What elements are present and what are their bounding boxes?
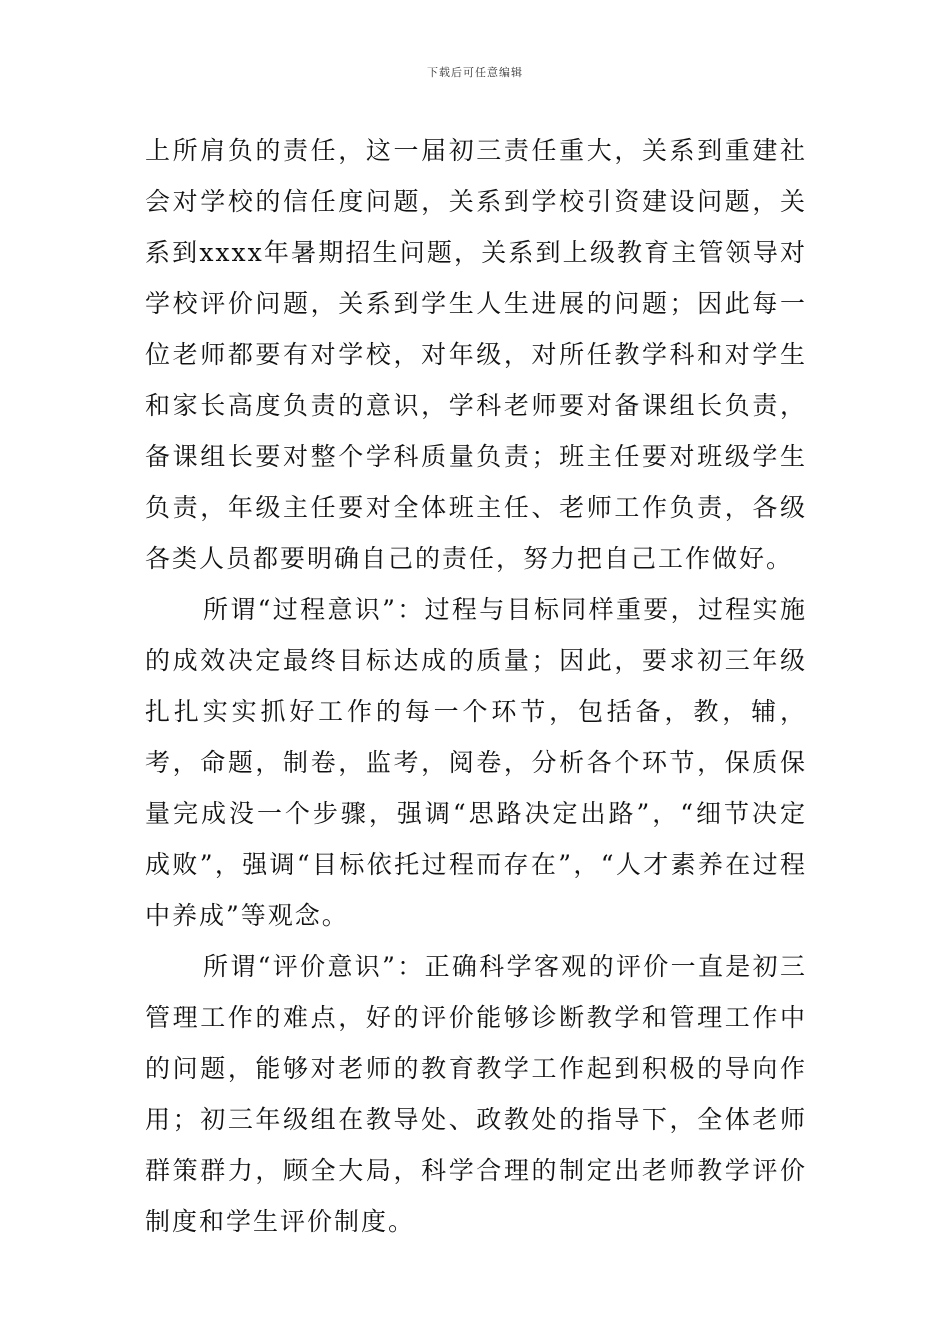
paragraph-evaluation-awareness: 所谓“评价意识”：正确科学客观的评价一直是初三管理工作的难点，好的评价能够诊断教学和管理工作中的问题，能够对老师的教育教学工作起到积极的导向作用；初三年级组在教导处、政教处的指导下，全体老师群策群力，顾全大局，科学合理的制定出老师教学评价制度和学生评价制度。 [145,952,807,1236]
paragraph-process-awareness: 所谓“过程意识”：过程与目标同样重要，过程实施的成效决定最终目标达成的质量；因此，要求初三年级扎扎实实抓好工作的每一个环节，包括备，教，辅，考，命题，制卷，监考，阅卷，分析各个环节，保质保量完成没一个步骤，强调“思路决定出路”，“细节决定成败”，强调“目标依托过程而存在”，“人才素养在过程中养成”等观念。 [145,595,807,930]
page-header: 下载后可任意编辑 [427,66,523,79]
paragraph-responsibility: 上所肩负的责任，这一届初三责任重大，关系到重建社会对学校的信任度问题，关系到学校引资建设问题，关系到xxxx年暑期招生问题，关系到上级教育主管领导对学校评价问题，关系到学生人生进展的问题；因此每一位老师都要有对学校，对年级，对所任教学科和对学生和家长高度负责的意识，学科老师要对备课组长负责，备课组长要对整个学科质量负责；班主任要对班级学生负责，年级主任要对全体班主任、老师工作负责，各级各类人员都要明确自己的责任，努力把自己工作做好。 [145,136,807,573]
document-body [145,125,807,1247]
